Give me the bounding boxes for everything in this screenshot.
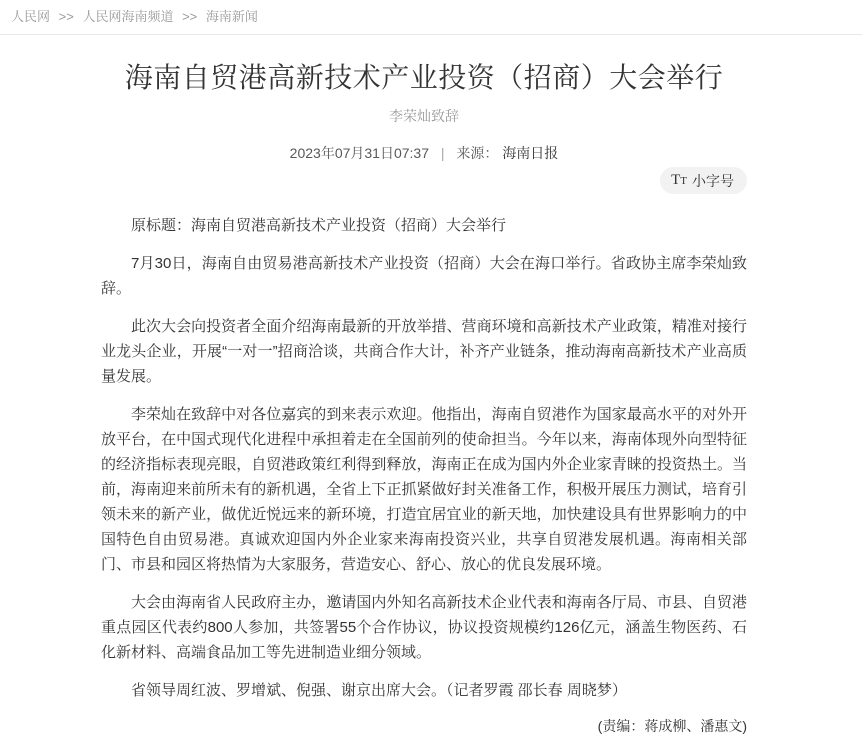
article-paragraph: 省领导周红波、罗增斌、倪强、谢京出席大会。（记者罗霞 邵长春 周晓梦）	[131, 682, 627, 699]
article-subtitle: 李荣灿致辞	[389, 108, 459, 124]
article-paragraph: 7月30日，海南自由贸易港高新技术产业投资（招商）大会在海口举行。省政协主席李荣灿致辞。	[101, 255, 747, 297]
meta-separator: |	[440, 145, 445, 161]
breadcrumb	[0, 0, 862, 35]
font-size-button[interactable]	[660, 167, 747, 194]
publish-date: 2023年07月31日07:37	[289, 145, 429, 161]
source-label: 来源：	[456, 145, 499, 161]
page-title: 海南自贸港高新技术产业投资（招商）大会举行	[124, 62, 724, 93]
article-paragraph-original-title: 原标题：海南自贸港高新技术产业投资（招商）大会举行	[131, 217, 507, 234]
article-paragraph: 李荣灿在致辞中对各位嘉宾的到来表示欢迎。他指出，海南自贸港作为国家最高水平的对外开放平台，在中国式现代化进程中承担着走在全国前列的使命担当。今年以来，海南体现外向型特征的经济指标表现亮眼，自贸港政策红利得到释放，海南正在成为国内外企业家青睐的投资热土。当前，海南迎来前所未有的新机遇，全省上下正抓紧做好封关准备工作，积极开展压力测试，培育引领未来的新产业，做优近悦远来的新环境，打造宜居宜业的新天地，加快建设具有世界影响力的中国特色自由贸易港。真诚欢迎国内外企业家来海南投资兴业，共享自贸港发展机遇。海南相关部门、市县和园区将热情为大家服务，营造安心、舒心、放心的优良发展环境。	[101, 406, 747, 573]
font-size-button-label: 小字号	[692, 172, 734, 189]
article-content	[0, 62, 862, 736]
font-size-icon: TT	[671, 172, 687, 188]
article-body	[101, 213, 747, 703]
article-paragraph: 此次大会向投资者全面介绍海南最新的开放举措、营商环境和高新技术产业政策，精准对接行业龙头企业，开展“一对一”招商洽谈，共商合作大计，补齐产业链条，推动海南高新技术产业高质量发展。	[101, 318, 747, 385]
breadcrumb-link-hainan-channel[interactable]: 人民网海南频道	[82, 9, 174, 24]
breadcrumb-link-hainan-news[interactable]: 海南新闻	[205, 9, 258, 24]
breadcrumb-link-peoples-net[interactable]: 人民网	[11, 9, 51, 24]
breadcrumb-separator: >>	[58, 9, 74, 24]
article-toolbar	[101, 167, 747, 195]
editor-note: (责编：蒋成柳、潘惠文)	[597, 718, 747, 734]
article-paragraph: 大会由海南省人民政府主办，邀请国内外知名高新技术企业代表和海南各厅局、市县、自贸港重点园区代表约800人参加，共签署55个合作协议，协议投资规模约126亿元，涵盖生物医药、石化新材料、高端食品加工等先进制造业细分领域。	[101, 594, 747, 661]
source-link[interactable]: 海南日报	[502, 145, 559, 161]
article-meta	[101, 143, 747, 163]
breadcrumb-separator: >>	[182, 9, 198, 24]
